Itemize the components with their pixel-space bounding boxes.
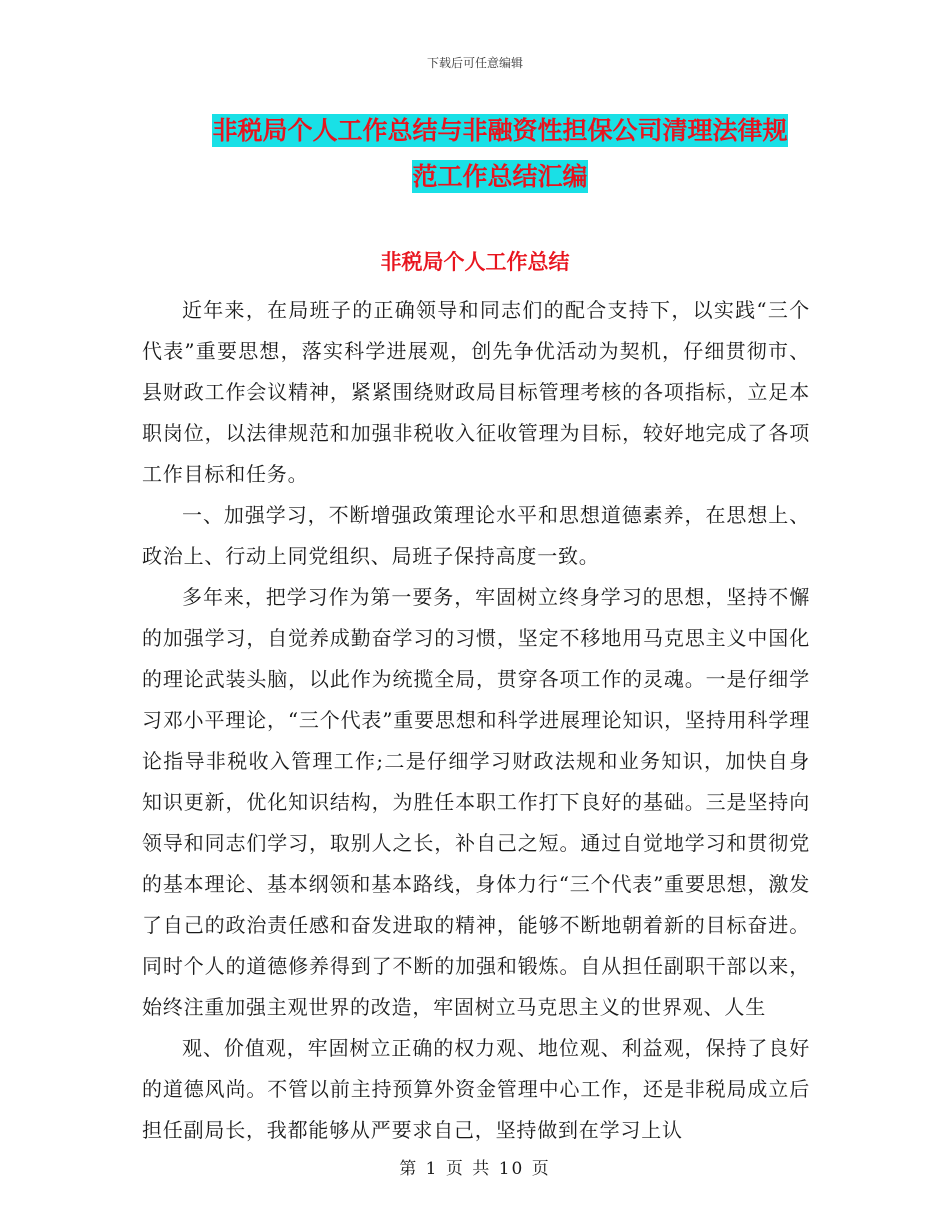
paragraph-intro: 近年来，在局班子的正确领导和同志们的配合支持下，以实践“三个代表”重要思想，落实科学进展观，创先争优活动为契机，仔细贯彻市、县财政工作会议精神，紧紧围绕财政局目标管理考核的各项指标，立足本职岗位，以法律规范和加强非税收入征收管理为目标，较好地完成了各项工作目标和任务。 xyxy=(142,298,810,486)
document-title-line-1: 非税局个人工作总结与非融资性担保公司清理法律规 xyxy=(212,116,788,145)
section-title: 非税局个人工作总结 xyxy=(380,250,570,274)
body-text xyxy=(142,290,810,1151)
paragraph-values: 观、价值观，牢固树立正确的权力观、地位观、利益观，保持了良好的道德风尚。不管以前主持预算外资金管理中心工作，还是非税局成立后担任副局长，我都能够从严要求自己，坚持做到在学习上认 xyxy=(142,1036,810,1142)
document-title-line-2: 范工作总结汇编 xyxy=(412,162,588,191)
header-note: 下载后可任意编辑 xyxy=(426,56,523,70)
paragraph-heading-one: 一、加强学习，不断增强政策理论水平和思想道德素养，在思想上、政治上、行动上同党组织、局班子保持高度一致。 xyxy=(142,503,810,568)
document-title xyxy=(190,108,810,200)
page-footer: 第 1 页 共 10 页 xyxy=(399,1159,551,1179)
paragraph-study: 多年来，把学习作为第一要务，牢固树立终身学习的思想，坚持不懈的加强学习，自觉养成勤奋学习的习惯，坚定不移地用马克思主义中国化的理论武装头脑，以此作为统揽全局，贯穿各项工作的灵魂。一是仔细学习邓小平理论，“三个代表”重要思想和科学进展理论知识，坚持用科学理论指导非税收入管理工作;二是仔细学习财政法规和业务知识，加快自身知识更新，优化知识结构，为胜任本职工作打下良好的基础。三是坚持向领导和同志们学习，取别人之长，补自己之短。通过自觉地学习和贯彻党的基本理论、基本纲领和基本路线，身体力行“三个代表”重要思想，激发了自己的政治责任感和奋发进取的精神，能够不断地朝着新的目标奋进。同时个人的道德修养得到了不断的加强和锻炼。自从担任副职干部以来，始终注重加强主观世界的改造，牢固树立马克思主义的世界观、人生 xyxy=(142,585,810,1019)
